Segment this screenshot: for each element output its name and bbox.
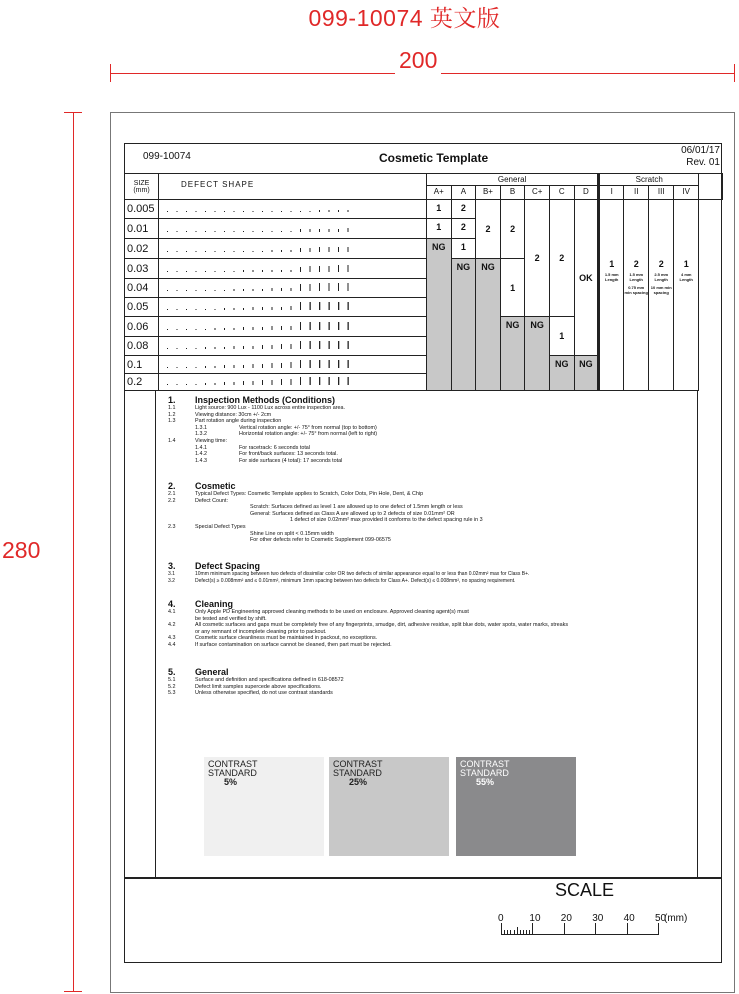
section-title: Cleaning (195, 599, 234, 609)
item-text: Vertical rotation angle: +/- 75° from normal (top to bottom) (239, 424, 377, 431)
ng-cell: NG (500, 317, 525, 391)
scale-tick-label: 10 (529, 913, 541, 924)
limit-cell: 1 (549, 317, 574, 356)
section-item (168, 642, 648, 649)
item-number: 1.4.2 (195, 451, 207, 458)
doc-title: Cosmetic Template (379, 151, 489, 165)
section-title: General (195, 667, 229, 677)
section-item (168, 578, 648, 585)
section-item (168, 498, 648, 505)
dimension-tick (64, 112, 82, 113)
section-item (168, 690, 648, 697)
item-text: For other defects refer to Cosmetic Supplement 099-06575 (250, 537, 391, 544)
scratch-level-header: IV (674, 186, 699, 200)
blank-column (699, 174, 723, 200)
scale-minor-tick (514, 930, 515, 935)
scratch-header: Scratch (599, 174, 699, 186)
item-number: 5.1 (168, 677, 176, 683)
contrast-swatch (204, 757, 324, 856)
item-text: Cosmetic surface cleanliness must be maintained in packout, no exceptions. (195, 635, 378, 642)
scale-tick-label: 50 (655, 913, 667, 924)
section-title: Defect Spacing (195, 561, 261, 571)
general-header: General (427, 174, 599, 186)
limit-cell: OK (574, 200, 599, 356)
class-header: C+ (525, 186, 550, 200)
scratch-length: 1.5 mm Length (604, 272, 619, 282)
scratch-length: 2.5 mm Length (654, 272, 669, 282)
section-item (168, 677, 648, 684)
scratch-level-cell (624, 200, 649, 391)
scale-minor-tick (504, 930, 505, 935)
limit-cell: 2 (451, 219, 476, 239)
scale-minor-tick (510, 930, 511, 935)
item-number (168, 511, 195, 518)
contrast-swatch (329, 757, 449, 856)
section-title: Cosmetic (195, 481, 236, 491)
section-number: 4. (168, 599, 176, 609)
item-number: 4.2 (168, 622, 176, 629)
section-item (168, 629, 648, 636)
dimension-tick (64, 991, 82, 992)
class-header: D (574, 186, 599, 200)
section-heading (168, 561, 648, 571)
size-cell: 0.04 (125, 279, 159, 298)
item-number: 4.4 (168, 641, 176, 648)
section-item (168, 531, 648, 538)
item-text: or any remnant of incomplete cleaning prior to packout. (195, 628, 327, 635)
item-number: 1.3.2 (195, 431, 207, 438)
defect-shape-cell (159, 356, 427, 374)
item-number: 2.1 (168, 491, 176, 497)
scratch-count: 1 (609, 259, 615, 269)
scratch-level-cell (674, 200, 699, 391)
dimension-tick (734, 64, 735, 82)
section-item (168, 412, 648, 419)
item-text: Shine Line on split < 0.15mm width (250, 530, 334, 537)
section-item (168, 517, 648, 524)
defect-shape-cell (159, 259, 427, 279)
limit-cell: 1 (427, 219, 452, 239)
limit-cell: 2 (500, 200, 525, 259)
scratch-length: 1.5 mm Length (629, 272, 644, 282)
scale-minor-tick (523, 930, 524, 935)
defect-table (124, 173, 723, 391)
contrast-value: 55% (476, 777, 495, 787)
item-number (168, 504, 195, 511)
item-text: Viewing distance: 30cm +/- 2cm (195, 411, 272, 418)
defect-shape-marks (167, 203, 367, 213)
scratch-level-cell (649, 200, 674, 391)
item-text: Defect(s) ≥ 0.008mm² and ≤ 0.01mm², minimum 1mm spacing between two defects for Class A+. Defect(s) ≤ 0.008mm², no spacing requirement. (195, 577, 516, 584)
item-number: 1.3.1 (195, 424, 207, 431)
item-number: 4.1 (168, 609, 176, 615)
scale-major-tick (564, 923, 565, 935)
scale-minor-tick (520, 930, 521, 935)
section-item (168, 511, 648, 518)
item-number: 4.3 (168, 635, 176, 642)
section-item (168, 635, 648, 642)
limit-cell: 1 (451, 239, 476, 259)
item-number (168, 629, 195, 636)
limit-cell: 1 (427, 200, 452, 219)
defect-shape-cell (159, 298, 427, 317)
section (168, 667, 648, 697)
item-text: For front/back surfaces: 13 seconds total. (239, 451, 338, 458)
section-item (168, 445, 648, 452)
dimension-tick (110, 64, 111, 82)
item-number: 2.2 (168, 497, 176, 504)
defect-shape-marks (167, 243, 367, 253)
class-header: A+ (427, 186, 452, 200)
scale-title: SCALE (555, 880, 615, 900)
item-text: Defect Count: (195, 497, 228, 504)
item-text: Light source: 900 Lux - 1100 Lux across entire inspection area. (195, 405, 346, 411)
scale-baseline (501, 934, 658, 935)
item-text: Horizontal rotation angle: +/- 75° from normal (left to right) (239, 431, 378, 438)
item-text: Defect limit samples supercede above specifications. (195, 683, 322, 690)
section-item (168, 504, 648, 511)
scratch-count: 1 (683, 259, 689, 269)
section-number: 3. (168, 561, 176, 571)
scale-minor-tick (526, 930, 527, 935)
section-item (168, 684, 648, 691)
section-item (168, 405, 648, 412)
section-item (168, 458, 648, 465)
item-number (168, 531, 195, 538)
limit-cell: 1 (500, 259, 525, 317)
contrast-value: 25% (349, 777, 368, 787)
item-text: Surface and definition and specifications defined in 618-08572 (195, 677, 344, 683)
section-item (168, 431, 648, 438)
defect-shape-cell (159, 279, 427, 298)
item-text: Part rotation angle during inspection (195, 418, 282, 425)
scratch-count: 2 (633, 259, 639, 269)
height-label: 280 (2, 537, 41, 563)
size-cell: 0.005 (125, 200, 159, 219)
section-heading (168, 599, 648, 609)
size-cell: 0.08 (125, 337, 159, 356)
section (168, 481, 648, 544)
limit-cell: 2 (476, 200, 501, 259)
item-number (168, 616, 195, 623)
item-number: 1.3 (168, 418, 176, 425)
item-text: 10mm minimum spacing between two defects of dissimilar color OR two defects of similar appearance equal to or less than 0.02mm² max for Class B+. (195, 571, 530, 577)
item-text: Unless otherwise specified, do not use contrast standards (195, 690, 333, 697)
scratch-length: 4 mm Length (679, 272, 693, 282)
defect-shape-marks (167, 263, 367, 273)
item-text: If surface contamination on surface cannot be cleaned, then part must be rejected. (195, 641, 392, 648)
defect-shape-cell (159, 239, 427, 259)
item-number: 1.2 (168, 411, 176, 418)
ng-cell: NG (525, 317, 550, 391)
section-item (168, 524, 648, 531)
item-text: Only Apple PD Engineering approved cleaning methods to be used on enclosure. Approved cleaning agent(s) must (195, 609, 469, 615)
defect-shape-marks (167, 340, 367, 350)
footer-divider (124, 877, 722, 879)
defect-shape-cell (159, 219, 427, 239)
section (168, 599, 648, 649)
section-item (168, 451, 648, 458)
scratch-level-header: I (599, 186, 624, 200)
scale-tick-label: 20 (560, 913, 572, 924)
section-item (168, 425, 648, 432)
defect-shape-cell (159, 200, 427, 219)
scratch-spacing: 0.75 mm min spacing (624, 285, 648, 295)
class-header: C (549, 186, 574, 200)
size-cell: 0.1 (125, 356, 159, 374)
scale-tick-label: 0 (498, 913, 504, 924)
defect-shape-marks (167, 301, 367, 311)
defect-shape-cell (159, 337, 427, 356)
section-item (168, 491, 648, 498)
section-item (168, 571, 648, 578)
ng-cell: NG (574, 356, 599, 391)
height-dimension-line (73, 112, 74, 992)
shape-header: DEFECT SHAPE (159, 174, 427, 200)
item-text: Typical Defect Types: Cosmetic Template applies to Scratch, Color Dots, Pin Hole, Dent, & Chip (195, 491, 424, 497)
scale-minor-tick (517, 927, 518, 935)
section-item (168, 418, 648, 425)
section-number: 2. (168, 481, 176, 491)
section (168, 395, 648, 464)
limit-cell: 2 (525, 200, 550, 317)
section-number: 5. (168, 667, 176, 677)
item-number: 1.4.1 (195, 444, 207, 451)
scale-tick-label: 30 (592, 913, 604, 924)
item-number: 1.1 (168, 405, 176, 411)
scale-major-tick (595, 923, 596, 935)
defect-shape-marks (167, 321, 367, 331)
contrast-label: CONTRAST STANDARD (460, 759, 510, 778)
item-number: 1.4.3 (195, 457, 207, 464)
scale-minor-tick (507, 930, 508, 935)
defect-shape-cell (159, 317, 427, 337)
section (168, 561, 648, 584)
section-item (168, 616, 648, 623)
section-heading (168, 395, 648, 405)
size-cell: 0.02 (125, 239, 159, 259)
ng-cell: NG (549, 356, 574, 391)
item-number: 1.4 (168, 437, 176, 444)
doc-number: 099-10074 (143, 151, 191, 162)
section-heading (168, 481, 648, 491)
item-text: Special Defect Types (195, 523, 246, 530)
defect-shape-cell (159, 374, 427, 391)
size-cell: 0.2 (125, 374, 159, 391)
item-text: All cosmetic surfaces and gaps must be completely free of any fingerprints, smudge, dirt, adhesive residue, split blue dots, water spots, water marks, streaks (195, 622, 569, 629)
scratch-level-header: II (624, 186, 649, 200)
size-cell: 0.05 (125, 298, 159, 317)
class-header: B+ (476, 186, 501, 200)
ng-cell: NG (476, 259, 501, 391)
section-item (168, 537, 648, 544)
contrast-swatch (456, 757, 576, 856)
item-text: For side surfaces (4 total): 17 seconds total (239, 457, 343, 464)
item-number: 3.1 (168, 571, 175, 577)
scale-major-tick (627, 923, 628, 935)
scale-unit: (mm) (664, 913, 688, 924)
item-text: 1 defect of size 0.02mm² max provided it conforms to the defect spacing rule in 3 (290, 517, 483, 524)
item-number: 5.3 (168, 690, 176, 697)
scale-minor-tick (529, 930, 530, 935)
body-right-rule (697, 390, 698, 877)
doc-revision: Rev. 01 (686, 157, 720, 168)
item-text: Viewing time: (195, 437, 227, 444)
contrast-label: CONTRAST STANDARD (208, 759, 258, 778)
section-title: Inspection Methods (Conditions) (195, 395, 335, 405)
contrast-label: CONTRAST STANDARD (333, 759, 383, 778)
size-cell: 0.01 (125, 219, 159, 239)
item-text: be tested and verified by shift. (195, 615, 267, 622)
body-left-rule (155, 390, 156, 877)
class-header: B (500, 186, 525, 200)
section-item (168, 438, 648, 445)
scale-major-tick (658, 923, 659, 935)
scratch-level-header: III (649, 186, 674, 200)
item-number: 2.3 (168, 523, 176, 530)
item-text: For racetrack: 6 seconds total (239, 444, 311, 451)
scratch-level-cell (599, 200, 624, 391)
item-number (168, 537, 195, 544)
contrast-value: 5% (224, 777, 238, 787)
scale-major-tick (501, 923, 502, 935)
defect-shape-marks (167, 376, 367, 386)
document-header (124, 143, 722, 174)
defect-shape-marks (167, 359, 367, 369)
scratch-count: 2 (658, 259, 664, 269)
ng-cell: NG (451, 259, 476, 391)
item-text: General: Surfaces defined as Class A are allowed up to 2 defects of size 0.01mm² OR (250, 510, 455, 517)
annotation-title: 099-10074 英文版 (308, 5, 501, 31)
item-number: 5.2 (168, 683, 176, 690)
item-number (168, 517, 195, 524)
size-header: SIZE (mm) (125, 174, 159, 200)
scratch-spacing: 10 mm min spacing (650, 285, 672, 295)
defect-shape-marks (167, 282, 367, 292)
doc-date: 06/01/17 (681, 145, 720, 156)
table-row (125, 200, 723, 219)
width-label: 200 (395, 47, 441, 74)
ng-cell: NG (427, 239, 452, 391)
limit-cell: 2 (549, 200, 574, 317)
scale-major-tick (532, 923, 533, 935)
section-item (168, 609, 648, 616)
section-heading (168, 667, 648, 677)
limit-cell: 2 (451, 200, 476, 219)
item-text: Scratch: Surfaces defined as level 1 are allowed up to one defect of 1.5mm length or less (250, 504, 463, 511)
scale-tick-label: 40 (623, 913, 635, 924)
section-item (168, 622, 648, 629)
class-header: A (451, 186, 476, 200)
size-cell: 0.03 (125, 259, 159, 279)
section-number: 1. (168, 395, 176, 405)
defect-shape-marks (167, 223, 367, 233)
item-number: 3.2 (168, 577, 175, 584)
size-cell: 0.06 (125, 317, 159, 337)
